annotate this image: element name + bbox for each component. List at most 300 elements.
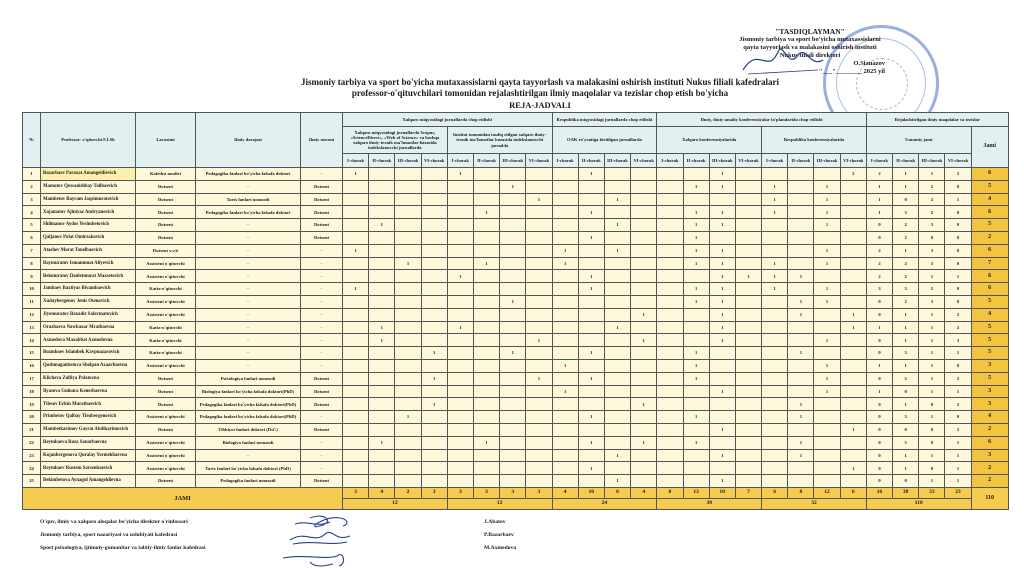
teacher-title: - bbox=[301, 270, 343, 283]
quarter-cell: 1 bbox=[709, 475, 735, 488]
quarter-cell bbox=[369, 257, 395, 270]
table-row bbox=[23, 411, 1009, 424]
header-quarter: III-chorak bbox=[709, 154, 735, 168]
row-number: 25 bbox=[23, 475, 41, 488]
row-number: 19 bbox=[23, 398, 41, 411]
quarter-cell bbox=[421, 193, 447, 206]
quarter-cell bbox=[447, 385, 473, 398]
quarter-cell bbox=[473, 411, 499, 424]
quarter-cell bbox=[657, 168, 683, 181]
teacher-position: Dotsent bbox=[136, 231, 196, 244]
quarter-cell: 1 bbox=[762, 193, 788, 206]
quarter-cell: 1 bbox=[840, 462, 866, 475]
teacher-position: Dotsent bbox=[136, 219, 196, 232]
header-quarter: III-chorak bbox=[604, 154, 630, 168]
total-quarter-cell: 3 bbox=[919, 257, 945, 270]
total-quarter-cell: 1 bbox=[945, 385, 971, 398]
quarter-cell bbox=[657, 436, 683, 449]
row-jami: 5 bbox=[971, 321, 1008, 334]
total-quarter-cell: 1 bbox=[945, 193, 971, 206]
quarter-cell bbox=[578, 295, 604, 308]
quarter-cell bbox=[657, 206, 683, 219]
quarter-cell bbox=[395, 193, 421, 206]
row-number: 5 bbox=[23, 219, 41, 232]
quarter-cell bbox=[473, 180, 499, 193]
quarter-cell: 1 bbox=[395, 257, 421, 270]
quarter-cell bbox=[631, 462, 657, 475]
quarter-cell bbox=[421, 244, 447, 257]
header-sub-rep-conf: Respublika konferensiyalarida bbox=[762, 127, 867, 154]
total-quarter-cell: 1 bbox=[945, 475, 971, 488]
quarter-cell bbox=[552, 308, 578, 321]
quarter-cell: 1 bbox=[578, 372, 604, 385]
teacher-title: - bbox=[301, 334, 343, 347]
quarter-cell bbox=[840, 283, 866, 296]
group-total: 110 bbox=[866, 498, 971, 509]
quarter-cell bbox=[343, 180, 369, 193]
footer-signatures bbox=[255, 510, 365, 572]
quarter-cell bbox=[604, 308, 630, 321]
quarter-cell bbox=[735, 436, 761, 449]
quarter-cell: 1 bbox=[631, 398, 657, 411]
total-quarter-cell: 1 bbox=[945, 436, 971, 449]
table-row bbox=[23, 423, 1009, 436]
quarter-cell bbox=[473, 270, 499, 283]
teacher-position: Assistent o'qituvchi bbox=[136, 295, 196, 308]
quarter-cell bbox=[683, 449, 709, 462]
row-number: 9 bbox=[23, 270, 41, 283]
teacher-position: Dotsent bbox=[136, 372, 196, 385]
row-jami: 3 bbox=[971, 359, 1008, 372]
quarter-cell bbox=[500, 283, 526, 296]
quarter-cell bbox=[814, 398, 840, 411]
quarter-cell bbox=[631, 385, 657, 398]
quarter-cell bbox=[657, 219, 683, 232]
quarter-cell bbox=[500, 193, 526, 206]
quarter-cell: 1 bbox=[762, 270, 788, 283]
quarter-cell bbox=[447, 436, 473, 449]
row-number: 3 bbox=[23, 193, 41, 206]
quarter-cell bbox=[762, 334, 788, 347]
total-quarter-cell: 1 bbox=[945, 347, 971, 360]
quarter-cell bbox=[814, 462, 840, 475]
quarter-cell bbox=[447, 219, 473, 232]
quarter-cell: 1 bbox=[788, 270, 814, 283]
quarter-cell: 1 bbox=[814, 372, 840, 385]
quarter-cell bbox=[421, 308, 447, 321]
total-quarter-cell: 1 bbox=[866, 180, 892, 193]
table-row bbox=[23, 283, 1009, 296]
quarter-cell bbox=[578, 219, 604, 232]
approval-line: Jismoniy tarbiya va sport bo'yicha mutaxassislarni bbox=[739, 36, 881, 43]
total-quarter-cell: 0 bbox=[866, 449, 892, 462]
quarter-cell: 1 bbox=[578, 231, 604, 244]
quarter-cell bbox=[735, 321, 761, 334]
quarter-cell bbox=[657, 231, 683, 244]
quarter-cell bbox=[814, 436, 840, 449]
quarter-cell bbox=[657, 270, 683, 283]
quarter-cell bbox=[447, 244, 473, 257]
quarter-cell bbox=[343, 411, 369, 424]
header-quarter: II-chorak bbox=[578, 154, 604, 168]
quarter-cell bbox=[604, 436, 630, 449]
quarter-cell bbox=[447, 398, 473, 411]
header-sub-total: Umumiy jami bbox=[866, 127, 971, 154]
quarter-cell bbox=[395, 423, 421, 436]
quarter-cell bbox=[578, 475, 604, 488]
quarter-cell bbox=[447, 347, 473, 360]
quarter-cell: 1 bbox=[814, 180, 840, 193]
quarter-cell bbox=[840, 347, 866, 360]
quarter-cell bbox=[552, 372, 578, 385]
total-quarter-cell: 0 bbox=[866, 231, 892, 244]
quarter-cell: 1 bbox=[631, 334, 657, 347]
row-number: 21 bbox=[23, 423, 41, 436]
header-sub-oak: OAK ro'yxatiga kiritilgan jurnallarda bbox=[552, 127, 657, 154]
quarter-cell bbox=[421, 359, 447, 372]
teacher-title: Dotsent bbox=[301, 193, 343, 206]
quarter-cell: 1 bbox=[500, 347, 526, 360]
quarter-cell bbox=[657, 283, 683, 296]
teacher-title: Dotsent bbox=[301, 475, 343, 488]
teacher-name: Axmedova Maxabbat Axmedovna bbox=[41, 334, 136, 347]
quarter-cell bbox=[552, 283, 578, 296]
quarter-cell bbox=[395, 180, 421, 193]
quarter-cell bbox=[840, 206, 866, 219]
quarter-cell: 1 bbox=[552, 244, 578, 257]
quarter-cell: 1 bbox=[709, 270, 735, 283]
header-quarter: II-chorak bbox=[893, 154, 919, 168]
row-number: 18 bbox=[23, 385, 41, 398]
teacher-degree: - bbox=[196, 180, 301, 193]
header-group-conf: Ilmiy, ilmiy-amaliy konferensiyalar to'plamlarida chop etilishi bbox=[657, 113, 867, 127]
row-number: 16 bbox=[23, 359, 41, 372]
quarter-cell bbox=[657, 347, 683, 360]
quarter-cell bbox=[735, 295, 761, 308]
header-degree: Ilmiy darajasi bbox=[196, 113, 301, 168]
quarter-cell: 1 bbox=[683, 359, 709, 372]
total-quarter-cell: 2 bbox=[919, 206, 945, 219]
table-row bbox=[23, 168, 1009, 181]
quarter-cell bbox=[552, 411, 578, 424]
teacher-name: Atashev Marat Tanelbaevich bbox=[41, 244, 136, 257]
teacher-name: Baymuratov Ismanmuat Aliyevich bbox=[41, 257, 136, 270]
quarter-cell: 1 bbox=[683, 244, 709, 257]
quarter-cell bbox=[526, 231, 552, 244]
quarter-cell: 1 bbox=[343, 168, 369, 181]
quarter-cell bbox=[709, 359, 735, 372]
row-jami: 4 bbox=[971, 411, 1008, 424]
quarter-cell bbox=[447, 372, 473, 385]
column-total: 0 bbox=[657, 487, 683, 498]
quarter-cell: 1 bbox=[709, 385, 735, 398]
quarter-cell bbox=[657, 475, 683, 488]
quarter-cell bbox=[683, 334, 709, 347]
quarter-cell bbox=[447, 295, 473, 308]
quarter-cell bbox=[395, 168, 421, 181]
total-quarter-cell: 2 bbox=[893, 219, 919, 232]
teacher-position: Assistent o'qituvchi bbox=[136, 411, 196, 424]
total-quarter-cell: 2 bbox=[866, 244, 892, 257]
column-total: 33 bbox=[919, 487, 945, 498]
quarter-cell bbox=[604, 347, 630, 360]
row-jami: 4 bbox=[971, 308, 1008, 321]
teacher-degree: - bbox=[196, 321, 301, 334]
quarter-cell: 1 bbox=[709, 219, 735, 232]
quarter-cell bbox=[578, 244, 604, 257]
quarter-cell: 1 bbox=[631, 308, 657, 321]
quarter-cell bbox=[447, 308, 473, 321]
table-row bbox=[23, 359, 1009, 372]
plan-table bbox=[22, 112, 1009, 510]
teacher-name: Klicheva Zulfiya Polatovna bbox=[41, 372, 136, 385]
quarter-cell bbox=[683, 398, 709, 411]
quarter-cell bbox=[631, 283, 657, 296]
quarter-cell bbox=[421, 257, 447, 270]
column-total: 3 bbox=[500, 487, 526, 498]
quarter-cell bbox=[762, 359, 788, 372]
row-number: 6 bbox=[23, 231, 41, 244]
teacher-degree: Pedagogika fanlari bo'yicha falsafa doktori bbox=[196, 206, 301, 219]
total-quarter-cell: 3 bbox=[893, 411, 919, 424]
teacher-name: Qaljanov Polat Omirzakovich bbox=[41, 231, 136, 244]
quarter-cell bbox=[631, 449, 657, 462]
quarter-cell bbox=[395, 206, 421, 219]
quarter-cell: 1 bbox=[500, 180, 526, 193]
row-jami: 5 bbox=[971, 219, 1008, 232]
row-jami: 6 bbox=[971, 436, 1008, 449]
quarter-cell: 1 bbox=[840, 321, 866, 334]
teacher-degree: - bbox=[196, 283, 301, 296]
quarter-cell: 1 bbox=[369, 321, 395, 334]
teacher-degree: Pedagogika fanlari bo'yicha falsafa doktori(PhD) bbox=[196, 398, 301, 411]
quarter-cell bbox=[447, 359, 473, 372]
quarter-cell bbox=[552, 449, 578, 462]
teacher-title: - bbox=[301, 257, 343, 270]
teacher-position: Assistent o'qituvchi bbox=[136, 359, 196, 372]
teacher-name: Mamutov Quwanishbay Tolibaevich bbox=[41, 180, 136, 193]
total-quarter-cell: 0 bbox=[893, 385, 919, 398]
row-number: 8 bbox=[23, 257, 41, 270]
quarter-cell: 1 bbox=[814, 283, 840, 296]
teacher-name: Jambaev Baxtiyar Bivambaevich bbox=[41, 283, 136, 296]
table-row bbox=[23, 436, 1009, 449]
total-quarter-cell: 3 bbox=[893, 347, 919, 360]
quarter-cell bbox=[840, 475, 866, 488]
quarter-cell bbox=[735, 359, 761, 372]
footer-role: Jismoniy tarbiya, sport nazariyasi va uslubiyati kafedrasi bbox=[40, 532, 178, 538]
quarter-cell bbox=[447, 206, 473, 219]
quarter-cell bbox=[395, 372, 421, 385]
quarter-cell bbox=[395, 436, 421, 449]
quarter-cell bbox=[369, 244, 395, 257]
header-quarter: I-chorak bbox=[343, 154, 369, 168]
quarter-cell bbox=[735, 398, 761, 411]
total-quarter-cell: 2 bbox=[919, 180, 945, 193]
quarter-cell bbox=[526, 168, 552, 181]
footer-role: O'quv, ilmiy va xalqaro aloqalar bo'yicha direktor o'rinbosari bbox=[40, 519, 188, 525]
teacher-title: - bbox=[301, 308, 343, 321]
quarter-cell bbox=[500, 462, 526, 475]
quarter-cell bbox=[473, 244, 499, 257]
header-group-rep: Respublika miqyosidagi jurnallarda chop etilishi bbox=[552, 113, 657, 127]
teacher-position: Katta-o'qituvchi bbox=[136, 283, 196, 296]
quarter-cell bbox=[369, 347, 395, 360]
table-row bbox=[23, 385, 1009, 398]
teacher-title: - bbox=[301, 283, 343, 296]
row-number: 11 bbox=[23, 295, 41, 308]
quarter-cell bbox=[735, 385, 761, 398]
quarter-cell: 1 bbox=[840, 308, 866, 321]
quarter-cell bbox=[421, 295, 447, 308]
total-quarter-cell: 1 bbox=[893, 180, 919, 193]
quarter-cell bbox=[395, 283, 421, 296]
total-quarter-cell: 1 bbox=[919, 411, 945, 424]
quarter-cell bbox=[631, 219, 657, 232]
quarter-cell bbox=[447, 423, 473, 436]
quarter-cell bbox=[473, 283, 499, 296]
quarter-cell bbox=[343, 475, 369, 488]
quarter-cell bbox=[840, 244, 866, 257]
total-quarter-cell: 0 bbox=[866, 462, 892, 475]
quarter-cell bbox=[735, 334, 761, 347]
quarter-cell bbox=[447, 334, 473, 347]
quarter-cell bbox=[343, 295, 369, 308]
teacher-name: Tilesov Erkin Muratbaevich bbox=[41, 398, 136, 411]
quarter-cell: 1 bbox=[552, 257, 578, 270]
total-quarter-cell: 5 bbox=[893, 436, 919, 449]
quarter-cell bbox=[343, 436, 369, 449]
quarter-cell bbox=[526, 270, 552, 283]
total-quarter-cell: 1 bbox=[893, 334, 919, 347]
row-number: 17 bbox=[23, 372, 41, 385]
quarter-cell bbox=[421, 423, 447, 436]
quarter-cell bbox=[631, 244, 657, 257]
row-number: 22 bbox=[23, 436, 41, 449]
quarter-cell bbox=[395, 359, 421, 372]
quarter-cell: 1 bbox=[447, 270, 473, 283]
quarter-cell bbox=[840, 180, 866, 193]
header-group-plan: Rejalashtirilgan ilmiy maqolalar va tezislar bbox=[866, 113, 1008, 127]
quarter-cell bbox=[788, 359, 814, 372]
quarter-cell bbox=[395, 231, 421, 244]
quarter-cell bbox=[552, 334, 578, 347]
total-quarter-cell: 3 bbox=[893, 206, 919, 219]
quarter-cell: 1 bbox=[578, 168, 604, 181]
quarter-cell bbox=[631, 257, 657, 270]
quarter-cell bbox=[709, 347, 735, 360]
row-jami: 3 bbox=[971, 449, 1008, 462]
table-row bbox=[23, 270, 1009, 283]
row-number: 20 bbox=[23, 411, 41, 424]
quarter-cell: 1 bbox=[814, 334, 840, 347]
quarter-cell bbox=[788, 462, 814, 475]
total-quarter-cell: 0 bbox=[919, 398, 945, 411]
quarter-cell: 1 bbox=[788, 449, 814, 462]
total-quarter-cell: 2 bbox=[866, 168, 892, 181]
quarter-cell bbox=[369, 359, 395, 372]
quarter-cell bbox=[526, 411, 552, 424]
quarter-cell bbox=[343, 347, 369, 360]
quarter-cell: 1 bbox=[500, 295, 526, 308]
column-total: 3 bbox=[447, 487, 473, 498]
quarter-cell bbox=[631, 372, 657, 385]
teacher-title: Dotsent bbox=[301, 423, 343, 436]
quarter-cell bbox=[735, 257, 761, 270]
column-total: 4 bbox=[631, 487, 657, 498]
quarter-cell bbox=[683, 321, 709, 334]
header-quarter: I-chorak bbox=[657, 154, 683, 168]
total-quarter-cell: 1 bbox=[866, 359, 892, 372]
quarter-cell bbox=[500, 219, 526, 232]
quarter-cell bbox=[369, 462, 395, 475]
quarter-cell bbox=[840, 359, 866, 372]
total-quarter-cell: 1 bbox=[893, 462, 919, 475]
quarter-cell bbox=[473, 475, 499, 488]
quarter-cell bbox=[604, 283, 630, 296]
teacher-position: Assistent o'qituvchi bbox=[136, 308, 196, 321]
teacher-position: Dotsent bbox=[136, 475, 196, 488]
teacher-title: - bbox=[301, 436, 343, 449]
quarter-cell bbox=[395, 270, 421, 283]
total-quarter-cell: 1 bbox=[893, 168, 919, 181]
quarter-cell bbox=[343, 449, 369, 462]
teacher-name: Reymbaev Rustem Sarsenbaevich bbox=[41, 462, 136, 475]
quarter-cell bbox=[526, 398, 552, 411]
quarter-cell: 1 bbox=[683, 180, 709, 193]
quarter-cell: 1 bbox=[709, 423, 735, 436]
quarter-cell bbox=[657, 462, 683, 475]
quarter-cell bbox=[735, 283, 761, 296]
total-quarter-cell: 1 bbox=[919, 308, 945, 321]
quarter-cell: 1 bbox=[369, 219, 395, 232]
teacher-position: Dotsent bbox=[136, 398, 196, 411]
total-quarter-cell: 2 bbox=[945, 398, 971, 411]
teacher-degree: Tibbiyot fanlari doktori (DsC) bbox=[196, 423, 301, 436]
quarter-cell bbox=[762, 475, 788, 488]
quarter-cell bbox=[395, 462, 421, 475]
quarter-cell bbox=[552, 180, 578, 193]
column-total: 12 bbox=[814, 487, 840, 498]
quarter-cell bbox=[683, 385, 709, 398]
quarter-cell bbox=[683, 475, 709, 488]
quarter-cell: 1 bbox=[421, 398, 447, 411]
quarter-cell bbox=[500, 423, 526, 436]
table-row bbox=[23, 321, 1009, 334]
quarter-cell bbox=[369, 449, 395, 462]
quarter-cell bbox=[500, 359, 526, 372]
quarter-cell bbox=[631, 180, 657, 193]
quarter-cell bbox=[369, 295, 395, 308]
quarter-cell: 1 bbox=[788, 295, 814, 308]
quarter-cell bbox=[657, 385, 683, 398]
quarter-cell bbox=[473, 372, 499, 385]
teacher-title: Dotsent bbox=[301, 206, 343, 219]
quarter-cell bbox=[604, 270, 630, 283]
teacher-title: - bbox=[301, 244, 343, 257]
total-quarter-cell: 0 bbox=[866, 295, 892, 308]
quarter-cell bbox=[735, 449, 761, 462]
quarter-cell bbox=[578, 321, 604, 334]
quarter-cell: 1 bbox=[604, 219, 630, 232]
quarter-cell bbox=[578, 334, 604, 347]
quarter-cell bbox=[447, 475, 473, 488]
quarter-cell bbox=[369, 283, 395, 296]
quarter-cell bbox=[343, 385, 369, 398]
teacher-degree: - bbox=[196, 231, 301, 244]
quarter-cell bbox=[735, 423, 761, 436]
quarter-cell bbox=[395, 244, 421, 257]
